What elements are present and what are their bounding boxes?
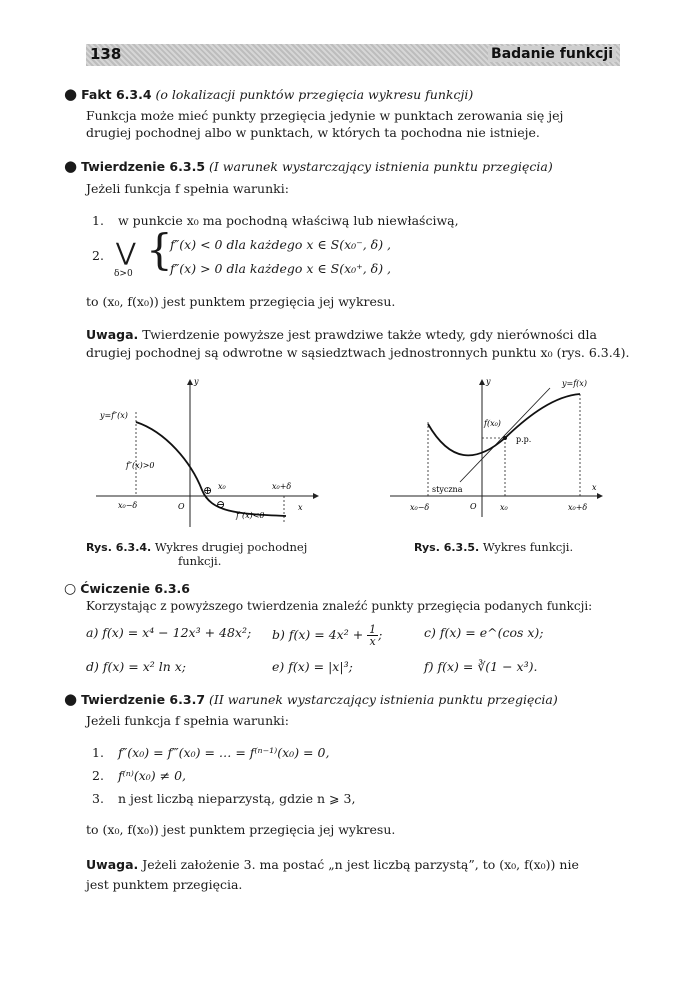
tw1-item1: w punkcie x₀ ma pochodną właściwą lub niewłaściwą, xyxy=(118,213,459,228)
fig1-caption-text: Wykres drugiej pochodnej xyxy=(154,540,308,554)
origin-label: O xyxy=(470,502,477,511)
fig1-caption-line2: funkcji. xyxy=(178,554,222,568)
tw1-cond-b: f″(x) > 0 dla każdego x ∈ S(x₀⁺, δ) , xyxy=(170,261,392,276)
x0-minus-label: x₀−δ xyxy=(410,503,430,512)
x0-plus-label: x₀+δ xyxy=(568,503,588,512)
tw2-i2: f⁽ⁿ⁾(x₀) ≠ 0, xyxy=(118,768,186,783)
fakt-heading xyxy=(64,86,473,103)
x0-label: x₀ xyxy=(218,482,226,491)
fig2-caption xyxy=(414,540,573,555)
tw2-i3-num: 3. xyxy=(92,791,104,806)
plus-sign-icon: ⊕ xyxy=(203,484,213,497)
origin-label: O xyxy=(178,502,185,511)
page-number: 138 xyxy=(90,45,122,63)
fig2-caption-text: Wykres funkcji. xyxy=(482,540,574,554)
uwaga1-label: Uwaga. xyxy=(86,327,139,342)
tw1-subtitle: (I warunek wystarczający istnienia punktu przegięcia) xyxy=(209,159,553,174)
cw-intro: Korzystając z powyższego twierdzenia znaleźć punkty przegięcia podanych funkcji: xyxy=(86,599,593,613)
tw2-subtitle: (II warunek wystarczający istnienia punktu przegięcia) xyxy=(209,692,558,707)
fakt-subtitle: (o lokalizacji punktów przegięcia wykresu funkcji) xyxy=(155,87,474,102)
fraction-num: 1 xyxy=(369,623,377,636)
inflection-label: p.p. xyxy=(516,435,532,444)
chapter-title: Badanie funkcji xyxy=(488,46,616,62)
tw1-cond-a: f″(x) < 0 dla każdego x ∈ S(x₀⁻, δ) , xyxy=(170,237,392,252)
tangent-label: styczna xyxy=(432,485,463,494)
uwaga1-text1: Twierdzenie powyższe jest prawdziwe także wtedy, gdy nierówności dla xyxy=(142,327,597,342)
fraction xyxy=(367,624,378,647)
uwaga2-text1: Jeżeli założenie 3. ma postać „n jest liczbą parzystą”, to (x₀, f(x₀)) nie xyxy=(142,857,579,872)
fakt-label: Fakt 6.3.4 xyxy=(81,87,152,102)
quantifier-sub: δ>0 xyxy=(114,269,133,279)
axis-x-label: x xyxy=(298,503,303,512)
brace-icon: { xyxy=(146,225,173,274)
tw1-item2-num: 2. xyxy=(92,248,104,263)
tw2-i3: n jest liczbą nieparzystą, gdzie n ⩾ 3, xyxy=(118,791,356,806)
cw-b xyxy=(272,624,382,647)
bullet-icon: ● xyxy=(64,157,78,175)
open-bullet-icon: ○ xyxy=(64,581,77,597)
tw2-conclusion: to (x₀, f(x₀)) jest punktem przegięcia jej wykresu. xyxy=(86,822,396,837)
positive-label: f″(x)>0 xyxy=(126,461,155,470)
fakt-text-2: drugiej pochodnej albo w punktach, w których ta pochodna nie istnieje. xyxy=(86,125,540,140)
uwaga1-line2: drugiej pochodnej są odwrotne w sąsiedztwach jednostronnych punktu x₀ (rys. 6.3.4). xyxy=(86,345,630,360)
page-header xyxy=(86,44,620,66)
cw-f: f) f(x) = ∛(1 − x³). xyxy=(424,659,538,674)
tw2-label: Twierdzenie 6.3.7 xyxy=(81,692,206,707)
fraction-den: x xyxy=(369,635,376,648)
fx0-label: f(x₀) xyxy=(484,419,501,428)
cw-b-post: ; xyxy=(378,627,383,642)
axis-y-label: y xyxy=(486,377,491,386)
curve-label: y=f″(x) xyxy=(100,411,128,420)
tw1-conclusion: to (x₀, f(x₀)) jest punktem przegięcia jej wykresu. xyxy=(86,294,396,309)
tw2-i1-num: 1. xyxy=(92,745,104,760)
second-derivative-curve xyxy=(136,422,286,516)
function-curve xyxy=(428,394,580,455)
cw-heading xyxy=(64,580,190,598)
cw-e: e) f(x) = |x|³; xyxy=(272,659,353,674)
bullet-icon: ● xyxy=(64,690,78,708)
tw1-label: Twierdzenie 6.3.5 xyxy=(81,159,206,174)
uwaga2-line2: jest punktem przegięcia. xyxy=(86,877,243,892)
cw-c: c) f(x) = e^(cos x); xyxy=(424,625,544,640)
negative-label: f″(x)<0 xyxy=(236,511,265,520)
bullet-icon: ● xyxy=(64,85,78,103)
axis-x-label: x xyxy=(592,483,597,492)
quantifier-symbol: ⋁ xyxy=(116,238,136,266)
cw-label: Ćwiczenie 6.3.6 xyxy=(80,581,190,596)
uwaga1-line1 xyxy=(86,326,597,343)
tw1-item1-num: 1. xyxy=(92,213,104,228)
uwaga2-line1 xyxy=(86,856,579,873)
cw-b-pre: b) f(x) = 4x² + xyxy=(272,627,364,642)
tw2-i1: f″(x₀) = f‴(x₀) = … = f⁽ⁿ⁻¹⁾(x₀) = 0, xyxy=(118,745,330,760)
fig1-caption-label: Rys. 6.3.4. xyxy=(86,541,152,554)
x0-minus-label: x₀−δ xyxy=(118,501,138,510)
uwaga2-label: Uwaga. xyxy=(86,857,139,872)
minus-sign-icon: ⊖ xyxy=(216,498,226,511)
x0-label: x₀ xyxy=(500,503,508,512)
tw1-intro: Jeżeli funkcja f spełnia warunki: xyxy=(86,181,289,196)
fig2-caption-label: Rys. 6.3.5. xyxy=(414,541,480,554)
curve-label: y=f(x) xyxy=(562,379,587,388)
axis-y-label: y xyxy=(194,377,199,386)
cw-d: d) f(x) = x² ln x; xyxy=(86,659,187,674)
cw-a: a) f(x) = x⁴ − 12x³ + 48x²; xyxy=(86,625,252,640)
fig1-caption-line1 xyxy=(86,540,307,555)
figure-function-graph xyxy=(390,372,620,522)
fakt-text-1: Funkcja może mieć punkty przegięcia jedynie w punktach zerowania się jej xyxy=(86,108,564,123)
x0-plus-label: x₀+δ xyxy=(272,482,292,491)
tw1-heading xyxy=(64,158,553,175)
tw2-i2-num: 2. xyxy=(92,768,104,783)
tw2-intro: Jeżeli funkcja f spełnia warunki: xyxy=(86,713,289,728)
tw2-heading xyxy=(64,691,558,708)
figure-second-derivative xyxy=(96,372,326,532)
